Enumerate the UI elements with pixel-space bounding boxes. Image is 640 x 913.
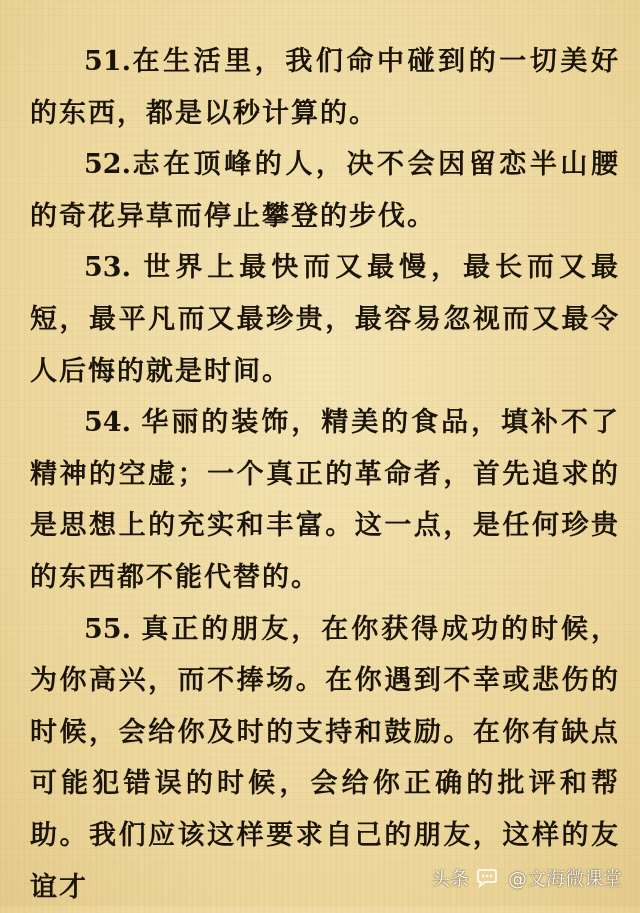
paragraph-number: 52. [84, 149, 131, 181]
paragraph-number: 53. [84, 252, 144, 284]
paragraph-text: 真正的朋友，在你获得成功的时候，为你高兴，而不捧场。在你遇到不幸或悲伤的时候，会给你及时的支持和鼓励。在你有缺点可能犯错误的时候，会给你正确的批评和帮助。我们应该这样要求自己的朋友，这样的友谊才 [30, 613, 621, 903]
paragraph-51 [30, 36, 620, 139]
watermark-account: @文海微课堂 [507, 868, 622, 890]
source-watermark [431, 864, 622, 891]
paragraph-54 [30, 397, 620, 603]
paragraph-52 [30, 139, 620, 242]
paragraph-text: 志在顶峰的人，决不会因留恋半山腰的奇花异草而停止攀登的步伐。 [30, 149, 620, 232]
watermark-platform: 头条 [430, 868, 469, 890]
paragraph-number: 51. [84, 46, 131, 77]
article-body [30, 36, 620, 913]
toutiao-chat-icon [475, 868, 502, 888]
paragraph-text: 世界上最快而又最慢，最长而又最短，最平凡而又最珍贵，最容易忽视而又最令人后悔的就是时间。 [30, 252, 621, 387]
paragraph-text: 在生活里，我们命中碰到的一切美好的东西，都是以秒计算的。 [30, 46, 620, 129]
paragraph-number: 54. [84, 407, 142, 439]
paragraph-53 [30, 242, 620, 397]
paragraph-text: 华丽的装饰，精美的食品，填补不了精神的空虚；一个真正的革命者，首先追求的是思想上的充实和丰富。这一点，是任何珍贵的东西都不能代替的。 [30, 407, 621, 593]
paragraph-number: 55. [84, 613, 142, 645]
